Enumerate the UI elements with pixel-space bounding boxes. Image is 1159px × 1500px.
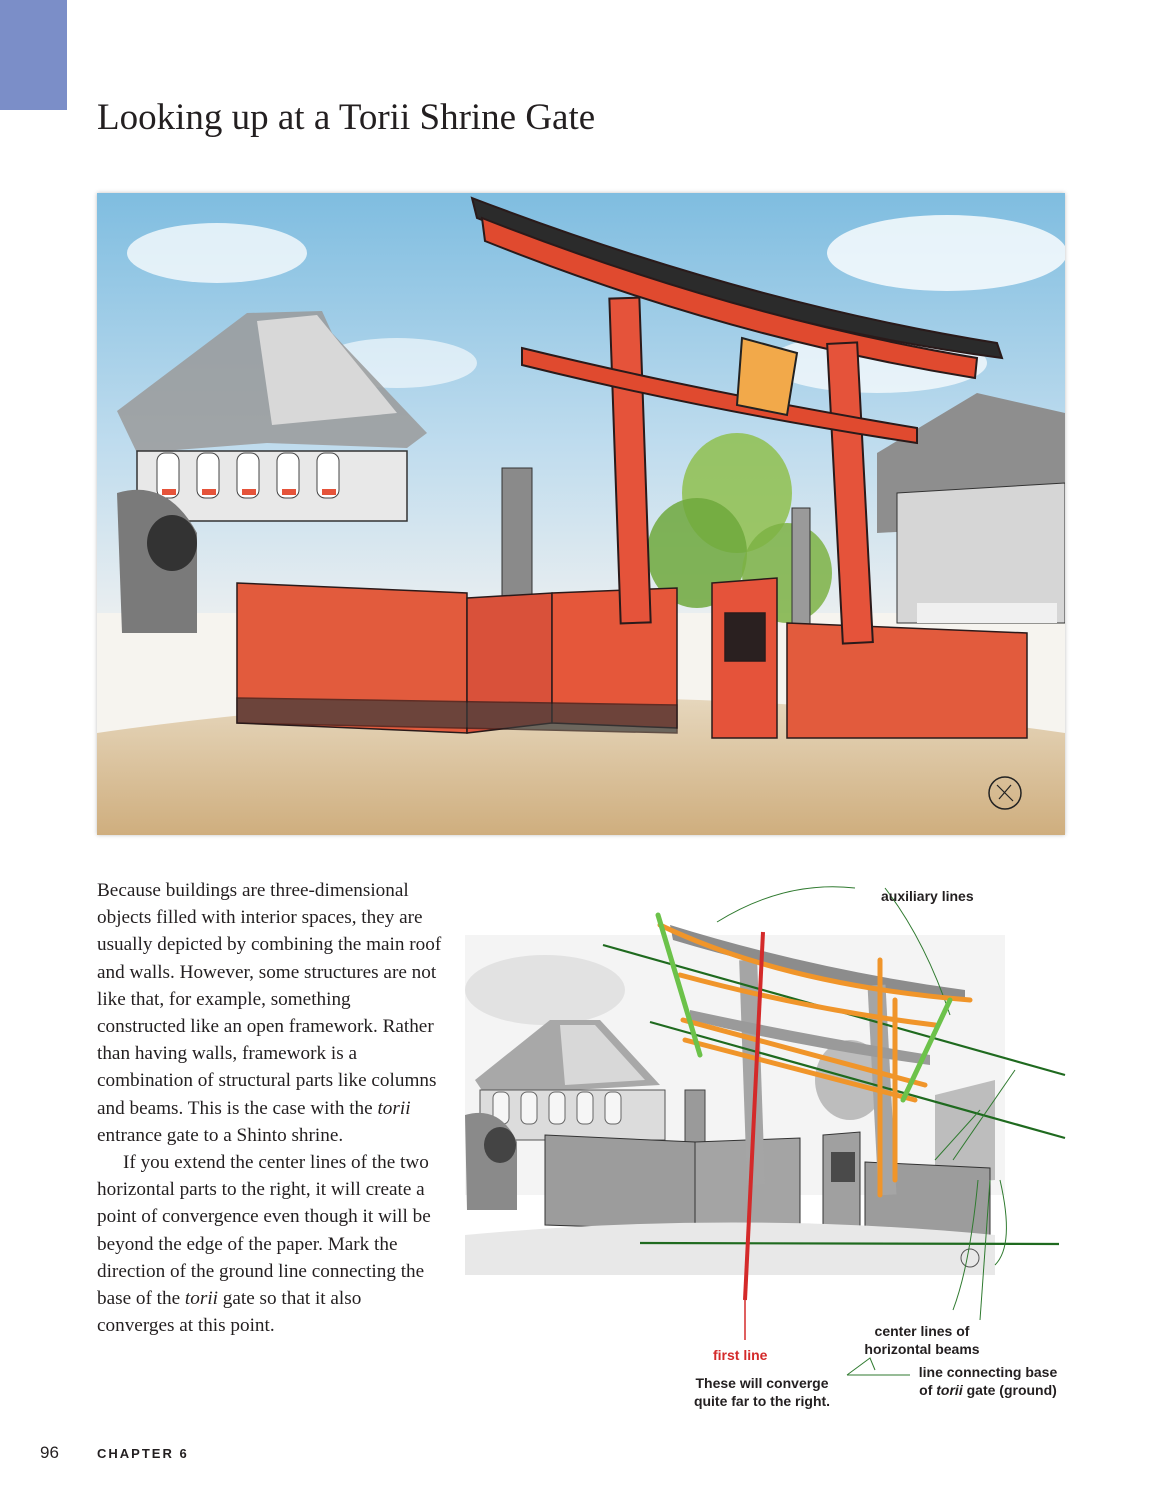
label-first-line: first line	[713, 1347, 768, 1363]
grayscale-sketch	[465, 925, 1005, 1275]
body-paragraph-1: Because buildings are three-dimensional objects filled with interior spaces, they are usually depicted by combining the main roof and walls. However, some structures are not like that, for example, something constructed like an open framework. Rather than having walls, framework is a combination of structural parts like columns and beams. This is the case with the torii entrance gate to a Shinto shrine.	[97, 880, 442, 1146]
label-converge-2: quite far to the right.	[693, 1393, 831, 1409]
chapter-label: CHAPTER 6	[97, 1446, 189, 1461]
chapter-color-tab	[0, 0, 67, 110]
body-text	[97, 877, 442, 1339]
label-ground-2: of torii gate (ground)	[919, 1382, 1057, 1398]
torii-gate-painting	[97, 193, 1065, 835]
page-title: Looking up at a Torii Shrine Gate	[97, 97, 596, 138]
label-converge-1: These will converge	[695, 1375, 829, 1391]
page-number: 96	[40, 1443, 59, 1462]
body-paragraph-2: If you extend the center lines of the two horizontal parts to the right, it will create a point of convergence even though it will be beyond the edge of the paper. Mark the direction of the ground line connecting the base of the torii gate so that it also converges at this point.	[97, 1152, 431, 1337]
label-auxiliary-lines: auxiliary lines	[881, 888, 974, 904]
label-center-lines-1: center lines of	[874, 1323, 970, 1339]
perspective-diagram	[455, 880, 1075, 1420]
label-center-lines-2: horizontal beams	[864, 1341, 980, 1357]
label-ground-1: line connecting base	[918, 1364, 1058, 1380]
